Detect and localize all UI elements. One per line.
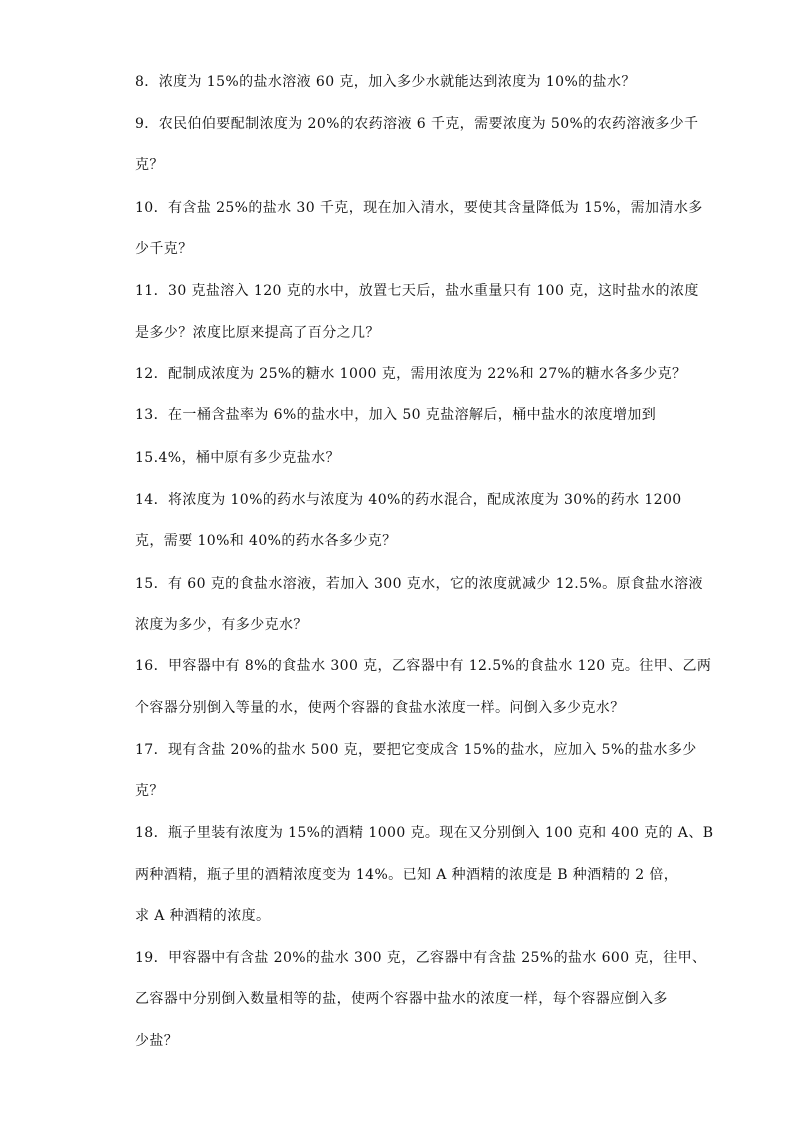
problem-19-line-1: 19．甲容器中有含盐 20%的盐水 300 克，乙容器中有含盐 25%的盐水 600 克，往甲、: [135, 950, 707, 966]
problem-14-line-2: 克，需要 10%和 40%的药水各多少克？: [135, 533, 397, 549]
problem-10-line-2: 少千克？: [135, 241, 193, 257]
problem-18-line-3: 求 A 种酒精的浓度。: [135, 908, 271, 924]
problem-10-line-1: 10．有含盐 25%的盐水 30 千克，现在加入清水，要使其含量降低为 15%，需加清水多: [135, 200, 703, 216]
problem-17-line-2: 克？: [135, 783, 164, 799]
problem-16-line-2: 个容器分别倒入等量的水，使两个容器的食盐水浓度一样。问倒入多少克水？: [135, 700, 625, 716]
problem-11-line-2: 是多少？浓度比原来提高了百分之几？: [135, 325, 380, 341]
problem-9-line-2: 克？: [135, 157, 164, 173]
problem-13-line-1: 13．在一桶含盐率为 6%的盐水中，加入 50 克盐溶解后，桶中盐水的浓度增加到: [135, 407, 657, 423]
problem-15-line-1: 15．有 60 克的食盐水溶液，若加入 300 克水，它的浓度就减少 12.5%。原食盐水溶液: [135, 576, 703, 592]
problem-9-line-1: 9．农民伯伯要配制浓度为 20%的农药溶液 6 千克，需要浓度为 50%的农药溶液多少千: [135, 116, 699, 132]
problem-16-line-1: 16．甲容器中有 8%的食盐水 300 克，乙容器中有 12.5%的食盐水 120 克。往甲、乙两: [135, 658, 712, 674]
problem-19-line-2: 乙容器中分别倒入数量相等的盐，使两个容器中盐水的浓度一样，每个容器应倒入多: [135, 991, 668, 1007]
problem-17-line-1: 17．现有含盐 20%的盐水 500 克，要把它变成含 15%的盐水，应加入 5%的盐水多少: [135, 742, 697, 758]
problem-8-line-1: 8．浓度为 15%的盐水溶液 60 克，加入多少水就能达到浓度为 10%的盐水？: [135, 74, 636, 90]
problem-19-line-3: 少盐？: [135, 1033, 179, 1049]
problem-12-line-1: 12．配制成浓度为 25%的糖水 1000 克，需用浓度为 22%和 27%的糖水各多少克？: [135, 366, 687, 382]
problem-11-line-1: 11．30 克盐溶入 120 克的水中，放置七天后，盐水重量只有 100 克，这时盐水的浓度: [135, 283, 699, 299]
problem-14-line-1: 14．将浓度为 10%的药水与浓度为 40%的药水混合，配成浓度为 30%的药水 1200: [135, 492, 682, 508]
problem-18-line-2: 两种酒精，瓶子里的酒精浓度变为 14%。已知 A 种酒精的浓度是 B 种酒精的 2 倍，: [135, 867, 679, 883]
problem-13-line-2: 15.4%，桶中原有多少克盐水？: [135, 450, 340, 466]
problem-15-line-2: 浓度为多少，有多少克水？: [135, 617, 308, 633]
problem-18-line-1: 18．瓶子里装有浓度为 15%的酒精 1000 克。现在又分别倒入 100 克和 400 克的 A、B: [135, 825, 714, 841]
